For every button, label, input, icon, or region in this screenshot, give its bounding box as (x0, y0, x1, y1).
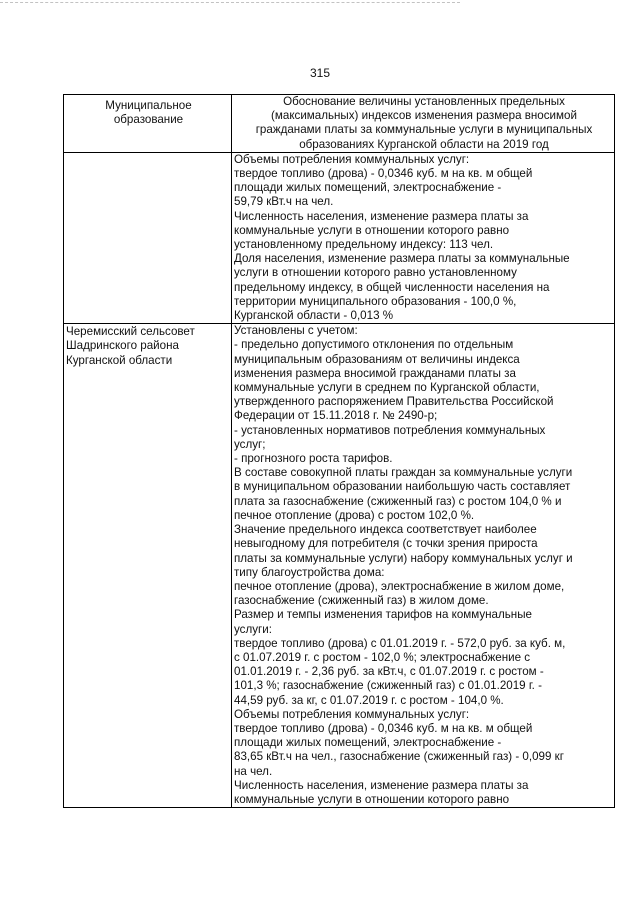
justification-cell (232, 152, 615, 323)
text-line: Значение предельного индекса соответствует наиболее (234, 523, 537, 537)
text-line: Объемы потребления коммунальных услуг: (234, 152, 470, 166)
text-line: с 01.07.2019 г. с ростом - 102,0 %; электроснабжение с (234, 650, 531, 664)
text-line: образование (113, 113, 184, 127)
text-line: Объемы потребления коммунальных услуг: (234, 707, 470, 721)
header-municipality-lines (66, 99, 231, 127)
text-line: - установленных нормативов потребления коммунальных (234, 423, 546, 437)
text-line: - предельно допустимого отклонения по отдельным (234, 338, 514, 352)
text-line: изменения размера вносимой гражданами платы за (234, 366, 516, 380)
table-row (64, 324, 615, 808)
text-line: услуги в отношении которого равно установленному (234, 266, 517, 280)
text-line: Доля населения, изменение размера платы за коммунальные (234, 252, 570, 266)
text-line: Муниципальное (105, 99, 192, 112)
text-line: Обоснование величины установленных предельных (283, 95, 565, 108)
justification-lines (234, 324, 614, 807)
text-line: территории муниципального образования - 100,0 %, (234, 294, 517, 308)
text-line: печное отопление (дрова), электроснабжение в жилом доме, (234, 579, 565, 593)
text-line: гражданами платы за коммунальные услуги в муниципальных (255, 123, 593, 137)
text-line: муниципальным образованиям от величины индекса (234, 352, 520, 366)
text-line: в муниципальном образовании наибольшую часть составляет (234, 480, 571, 494)
text-line: Курганской области - 0,013 % (234, 309, 394, 323)
text-line: 83,65 кВт.ч на чел., газоснабжение (сжиженный газ) - 0,099 кг (234, 750, 564, 764)
text-line: услуги: (234, 622, 272, 636)
text-line: коммунальные услуги в отношении которого равно (234, 792, 510, 806)
header-justification-lines (234, 95, 614, 152)
text-line: коммунальные услуги в отношении которого равно (234, 223, 510, 237)
text-line: твердое топливо (дрова) - 0,0346 куб. м на кв. м общей (234, 167, 533, 181)
text-line: Численность населения, изменение размера платы за (234, 209, 529, 223)
justification-cell (232, 324, 615, 808)
text-line: плата за газоснабжение (сжиженный газ) с ростом 104,0 % и (234, 494, 562, 508)
text-line: 59,79 кВт.ч на чел. (234, 195, 334, 209)
text-line: твердое топливо (дрова) с 01.01.2019 г. - 572,0 руб. за куб. м, (234, 636, 566, 650)
text-line: площади жилых помещений, электроснабжение - (234, 181, 502, 195)
text-line: на чел. (234, 764, 273, 778)
text-line: Размер и темпы изменения тарифов на коммунальные (234, 608, 532, 622)
text-line: коммунальные услуги в среднем по Курганской области, (234, 381, 540, 395)
text-line: Черемисский сельсовет (66, 325, 195, 339)
text-line: - прогнозного роста тарифов. (234, 452, 393, 466)
text-line: предельному индексу, в общей численности населения на (234, 280, 550, 294)
text-line: Установлены с учетом: (234, 324, 358, 338)
text-line: установленному предельному индексу: 113 чел. (234, 238, 494, 252)
justification-lines (234, 153, 614, 323)
page-number: 315 (309, 66, 331, 80)
text-line: В составе совокупной платы граждан за коммунальные услуги (234, 466, 573, 480)
text-line: твердое топливо (дрова) - 0,0346 куб. м на кв. м общей (234, 721, 533, 735)
text-line: 01.01.2019 г. - 2,36 руб. за кВт.ч, с 01.07.2019 г. с ростом - (234, 665, 544, 679)
text-line: площади жилых помещений, электроснабжение - (234, 736, 502, 750)
text-line: Федерации от 15.11.2018 г. № 2490-р; (234, 409, 438, 423)
text-line: Курганской области (66, 353, 173, 367)
text-line: Численность населения, изменение размера платы за (234, 778, 529, 792)
text-line: 44,59 руб. за кг, с 01.07.2019 г. с ростом - 104,0 %. (234, 693, 504, 707)
text-line: невыгодному для потребителя (с точки зрения прироста (234, 537, 538, 551)
text-line: печное отопление (дрова) с ростом 102,0 %. (234, 508, 475, 522)
text-line: услуг; (234, 437, 266, 451)
justification-table (63, 94, 615, 808)
text-line: платы за коммунальные услуги) набору коммунальных услуг и (234, 551, 573, 565)
text-line: образованиях Курганской области на 2019 год (299, 137, 549, 151)
municipality-cell (64, 324, 232, 808)
header-justification (232, 95, 615, 153)
table-row (64, 152, 615, 323)
text-line: типу благоустройства дома: (234, 565, 385, 579)
text-line: (максимальных) индексов изменения размера вносимой (271, 109, 577, 123)
municipality-cell (64, 152, 232, 323)
scan-artifact-line (0, 2, 460, 5)
table-header-row (64, 95, 615, 153)
municipality-lines (66, 325, 231, 368)
text-line: утвержденного распоряжением Правительства Российской (234, 395, 554, 409)
text-line: 101,3 %; газоснабжение (сжиженный газ) с 01.01.2019 г. - (234, 679, 542, 693)
header-municipality (64, 95, 232, 153)
text-line: газоснабжение (сжиженный газ) в жилом доме. (234, 594, 489, 608)
text-line: Шадринского района (66, 339, 179, 353)
